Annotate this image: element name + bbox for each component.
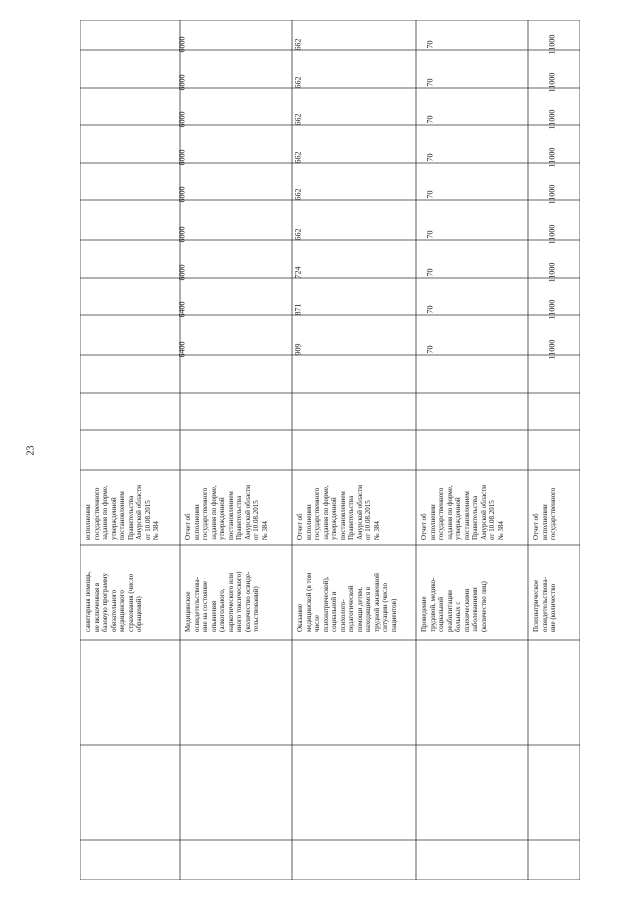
- row-1-val-7: 6000: [177, 186, 187, 203]
- row-1-val-6: 6000: [177, 226, 187, 243]
- row-4-indicator: Психиатрическое освидетельствова- ние (количество: [532, 577, 557, 632]
- row-2-val-7: 662: [293, 188, 303, 201]
- row-0-indicator: санитарная помощь, не включенная в базовую программу обязательного медицинского страхования (число обращений): [84, 571, 143, 632]
- row-4-val-6: 11000: [547, 224, 557, 245]
- row-1-val-4: 6400: [177, 301, 187, 318]
- row-4-val-3: 11000: [547, 339, 557, 360]
- row-2-val-8: 662: [293, 151, 303, 164]
- row-1-val-8: 6000: [177, 149, 187, 166]
- row-1-val-5: 6000: [177, 264, 187, 281]
- row-4-val-4: 11000: [547, 299, 557, 320]
- row-2-val-5: 724: [293, 266, 303, 279]
- row-3-val-10: 70: [425, 78, 435, 87]
- row-2-indicator: Оказание медицинской (в том числе психиатрической), социальной и психолого- педагогической помощи детям, находящимся в трудной жизненной ситуации (число пациентов): [296, 572, 398, 632]
- row-1-val-9: 6000: [177, 111, 187, 128]
- row-2-val-9: 662: [293, 113, 303, 126]
- row-4-val-10: 11000: [547, 72, 557, 93]
- row-3-val-6: 70: [425, 230, 435, 239]
- row-4-val-11: 11000: [547, 34, 557, 55]
- row-3-val-9: 70: [425, 115, 435, 124]
- row-4-val-9: 11000: [547, 109, 557, 130]
- table-grid: [80, 20, 580, 880]
- row-4-val-8: 11000: [547, 147, 557, 168]
- row-2-val-11: 662: [293, 38, 303, 51]
- row-3-indicator: Проведение трудовой, медико- социальной реабилитации больных с психическими заболеваниями (количество лиц): [420, 577, 488, 632]
- row-3-val-11: 70: [425, 40, 435, 49]
- page-number: 23: [25, 445, 37, 456]
- row-3-val-8: 70: [425, 153, 435, 162]
- row-1-val-3: 6400: [177, 341, 187, 358]
- row-3-val-5: 70: [425, 268, 435, 277]
- row-2-val-10: 662: [293, 76, 303, 89]
- row-1-val-11: 6000: [177, 36, 187, 53]
- row-2-source: Отчет об исполнении государственного задания по форме, утвержденной постановлением Правительства Амурской области от 10.08.2015 № 384: [296, 484, 381, 540]
- row-1-val-10: 6000: [177, 74, 187, 91]
- row-3-val-3: 70: [425, 345, 435, 354]
- row-3-source: Отчет об исполнении государственного задания по форме, утвержденной постановлением Правительства Амурской области от 10.08.2015 № 384: [420, 484, 505, 540]
- row-3-val-7: 70: [425, 190, 435, 199]
- row-2-val-3: 909: [293, 343, 303, 356]
- row-4-val-5: 11000: [547, 262, 557, 283]
- row-3-val-4: 70: [425, 305, 435, 314]
- row-1-source: Отчет об исполнении государственного задания по форме, утвержденной постановлением Правительства Амурской области от 10.08.2015 № 384: [184, 484, 269, 540]
- rotated-table: [80, 20, 580, 880]
- row-4-source: Отчет об исполнении государственного: [532, 487, 557, 540]
- row-4-val-7: 11000: [547, 184, 557, 205]
- row-0-source: исполнении государственного задания по форме, утвержденной постановлением Правительства Амурской области от 10.08.2015 № 384: [84, 484, 160, 540]
- row-1-indicator: Медицинское освидетельствова- ние на состояние опьянения (алкогольного, наркотического или иного токсического) (количество освиде- тельствований): [184, 571, 260, 632]
- row-2-val-4: 871: [293, 303, 303, 316]
- row-2-val-6: 662: [293, 228, 303, 241]
